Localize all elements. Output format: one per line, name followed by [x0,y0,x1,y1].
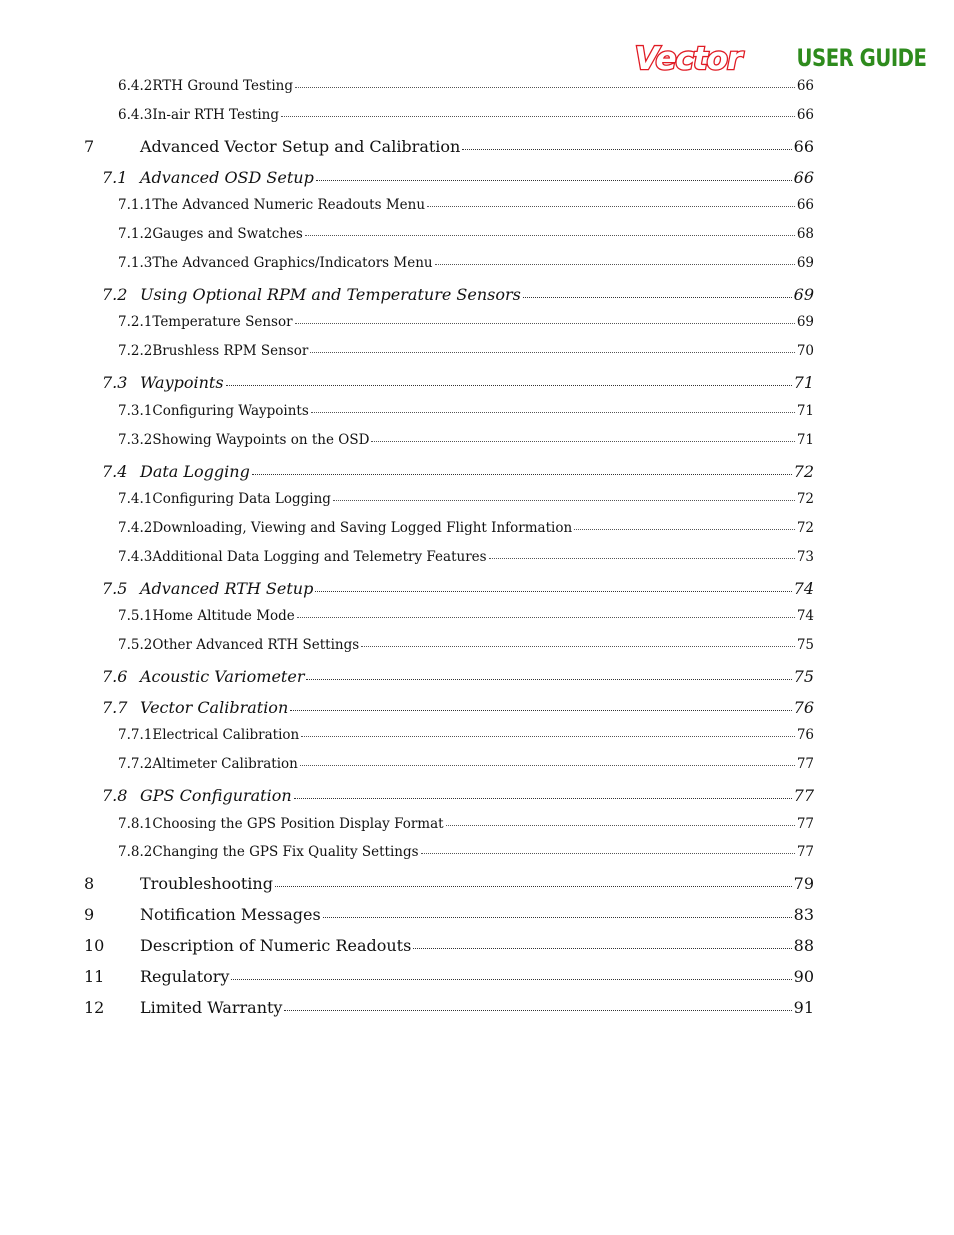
toc-dot-leader [316,180,792,181]
toc-entry[interactable] [102,462,814,481]
toc-entry-title: Additional Data Logging and Telemetry Features [152,549,487,565]
toc-entry-title: Advanced Vector Setup and Calibration [140,137,461,156]
toc-entry-number: 7 [84,137,95,156]
toc-entry-page: 66 [793,137,814,156]
toc-entry[interactable] [118,255,814,271]
toc-entry-page: 71 [796,432,814,448]
toc-entry-page: 71 [793,373,814,392]
toc-entry-page: 79 [793,874,814,893]
toc-entry[interactable] [84,905,814,924]
toc-entry-number: 7.4 [102,462,128,481]
toc-dot-leader [231,979,791,980]
toc-entry-title: Limited Warranty [140,998,283,1017]
toc-entry-title: Advanced OSD Setup [140,168,314,187]
toc-entry-number: 7.2.2 [118,343,153,359]
toc-entry-page: 73 [796,549,814,565]
toc-entry-page: 77 [796,816,814,832]
toc-entry-page: 75 [793,667,814,686]
toc-entry-number: 7.8.2 [118,844,153,860]
toc-entry-number: 6.4.3 [118,107,153,123]
toc-entry[interactable] [118,549,814,565]
toc-dot-leader [413,948,791,949]
toc-entry[interactable] [118,78,814,94]
toc-dot-leader [275,886,792,887]
toc-entry-title: Showing Waypoints on the OSD [152,432,370,448]
toc-entry[interactable] [84,137,814,156]
toc-dot-leader [323,917,792,918]
toc-entry-title: Altimeter Calibration [152,756,298,772]
toc-entry[interactable] [118,226,814,242]
toc-entry[interactable] [118,520,814,536]
toc-dot-leader [300,765,795,766]
toc-entry[interactable] [84,967,814,986]
toc-entry[interactable] [118,314,814,330]
toc-dot-leader [226,385,792,386]
toc-dot-leader [252,474,792,475]
toc-dot-leader [462,149,791,150]
toc-dot-leader [294,798,792,799]
toc-dot-leader [315,591,791,592]
toc-entry[interactable] [118,727,814,743]
toc-entry-number: 7.3 [102,373,128,392]
toc-entry-page: 91 [793,998,814,1017]
toc-dot-leader [281,116,795,117]
toc-entry-title: Configuring Waypoints [152,403,309,419]
toc-entry[interactable] [102,667,814,686]
toc-entry-title: Troubleshooting [140,874,273,893]
toc-entry-title: Regulatory [140,967,230,986]
toc-entry[interactable] [118,844,814,860]
vector-logo [630,40,746,76]
toc-entry-page: 72 [793,462,814,481]
toc-entry[interactable] [84,936,814,955]
toc-entry-number: 6.4.2 [118,78,153,94]
toc-entry-page: 71 [796,403,814,419]
toc-entry-number: 10 [84,936,105,955]
toc-entry-number: 7.4.3 [118,549,153,565]
toc-entry-number: 7.1 [102,168,128,187]
toc-entry-page: 76 [793,698,814,717]
toc-dot-leader [295,323,795,324]
toc-entry-title: The Advanced Graphics/Indicators Menu [152,255,433,271]
toc-entry-title: Advanced RTH Setup [140,579,314,598]
toc-entry[interactable] [118,756,814,772]
toc-dot-leader [446,825,795,826]
toc-entry-number: 7.4.2 [118,520,153,536]
toc-dot-leader [306,679,791,680]
toc-entry-page: 66 [796,107,814,123]
toc-entry-title: Home Altitude Mode [152,608,295,624]
toc-entry[interactable] [84,998,814,1017]
toc-entry-page: 77 [796,844,814,860]
toc-entry-page: 66 [793,168,814,187]
toc-entry-title: Other Advanced RTH Settings [152,637,360,653]
toc-entry-number: 7.7.1 [118,727,153,743]
toc-dot-leader [489,558,795,559]
toc-entry-number: 7.8 [102,786,128,805]
toc-dot-leader [435,264,795,265]
toc-entry-number: 12 [84,998,105,1017]
toc-entry-page: 90 [793,967,814,986]
toc-entry-page: 66 [796,78,814,94]
toc-dot-leader [301,736,795,737]
toc-entry-page: 66 [796,197,814,213]
toc-entry[interactable] [118,608,814,624]
toc-entry-title: Configuring Data Logging [152,491,331,507]
toc-dot-leader [333,500,795,501]
toc-dot-leader [311,412,795,413]
toc-entry-page: 77 [796,756,814,772]
toc-entry-title: Temperature Sensor [152,314,293,330]
toc-entry-number: 7.3.2 [118,432,153,448]
toc-entry-title: Downloading, Viewing and Saving Logged Flight Information [152,520,573,536]
toc-dot-leader [421,853,795,854]
toc-entry[interactable] [118,343,814,359]
toc-entry-title: Waypoints [140,373,224,392]
toc-entry[interactable] [118,491,814,507]
toc-entry-number: 7.2.1 [118,314,153,330]
toc-entry[interactable] [102,285,814,304]
toc-entry-title: Description of Numeric Readouts [140,936,412,955]
toc-entry-page: 83 [793,905,814,924]
toc-entry-title: In-air RTH Testing [152,107,280,123]
toc-entry-page: 69 [796,255,814,271]
toc-entry-number: 7.5.1 [118,608,153,624]
guide-title: USER GUIDE [796,44,926,72]
toc-entry-page: 72 [796,491,814,507]
toc-dot-leader [284,1010,791,1011]
toc-entry-title: Brushless RPM Sensor [152,343,309,359]
toc-entry-number: 7.6 [102,667,128,686]
toc-entry-title: Choosing the GPS Position Display Format [152,816,444,832]
toc-entry[interactable] [102,373,814,392]
toc-dot-leader [310,352,795,353]
toc-entry-page: 69 [796,314,814,330]
toc-entry-number: 9 [84,905,95,924]
toc-entry-title: Vector Calibration [140,698,289,717]
toc-entry[interactable] [118,637,814,653]
toc-entry-page: 72 [796,520,814,536]
toc-entry[interactable] [102,168,814,187]
toc-entry-page: 68 [796,226,814,242]
toc-entry-number: 7.1.1 [118,197,153,213]
toc-entry-page: 75 [796,637,814,653]
toc-dot-leader [427,206,795,207]
toc-entry-page: 88 [793,936,814,955]
toc-entry[interactable] [118,403,814,419]
toc-entry-title: Data Logging [140,462,250,481]
toc-entry[interactable] [118,432,814,448]
toc-entry-page: 70 [796,343,814,359]
logo-wordmark: Vector [634,41,741,76]
toc-dot-leader [523,297,792,298]
toc-entry-number: 7.4.1 [118,491,153,507]
toc-entry[interactable] [118,197,814,213]
toc-entry-number: 7.8.1 [118,816,153,832]
toc-entry-number: 7.2 [102,285,128,304]
toc-entry-page: 69 [793,285,814,304]
toc-entry-number: 7.5.2 [118,637,153,653]
toc-entry[interactable] [102,786,814,805]
toc-entry-number: 7.7 [102,698,128,717]
toc-entry-number: 7.1.2 [118,226,153,242]
toc-dot-leader [361,646,795,647]
toc-entry-title: Notification Messages [140,905,321,924]
toc-entry[interactable] [102,698,814,717]
toc-entry[interactable] [118,816,814,832]
toc-dot-leader [297,617,795,618]
toc-entry-number: 7.1.3 [118,255,153,271]
toc-dot-leader [574,529,795,530]
toc-entry-number: 8 [84,874,95,893]
toc-entry-page: 74 [793,579,814,598]
toc-entry-number: 11 [84,967,105,986]
toc-entry-number: 7.7.2 [118,756,153,772]
toc-entry-page: 74 [796,608,814,624]
toc-entry-title: Acoustic Variometer [140,667,305,686]
toc-entry-title: The Advanced Numeric Readouts Menu [152,197,426,213]
toc-entry-title: RTH Ground Testing [152,78,293,94]
toc-entry-title: Gauges and Swatches [152,226,303,242]
toc-dot-leader [290,710,791,711]
toc-entry[interactable] [84,874,814,893]
toc-entry-title: GPS Configuration [140,786,292,805]
toc-dot-leader [371,441,794,442]
toc-entry[interactable] [102,579,814,598]
toc-entry-title: Using Optional RPM and Temperature Sensors [140,285,521,304]
toc-entry[interactable] [118,107,814,123]
toc-entry-title: Electrical Calibration [152,727,300,743]
page-header [630,38,926,78]
toc-entry-page: 77 [793,786,814,805]
toc-entry-title: Changing the GPS Fix Quality Settings [152,844,419,860]
toc-entry-number: 7.3.1 [118,403,153,419]
toc-entry-number: 7.5 [102,579,128,598]
toc-dot-leader [295,87,795,88]
toc-entry-page: 76 [796,727,814,743]
toc-dot-leader [305,235,795,236]
